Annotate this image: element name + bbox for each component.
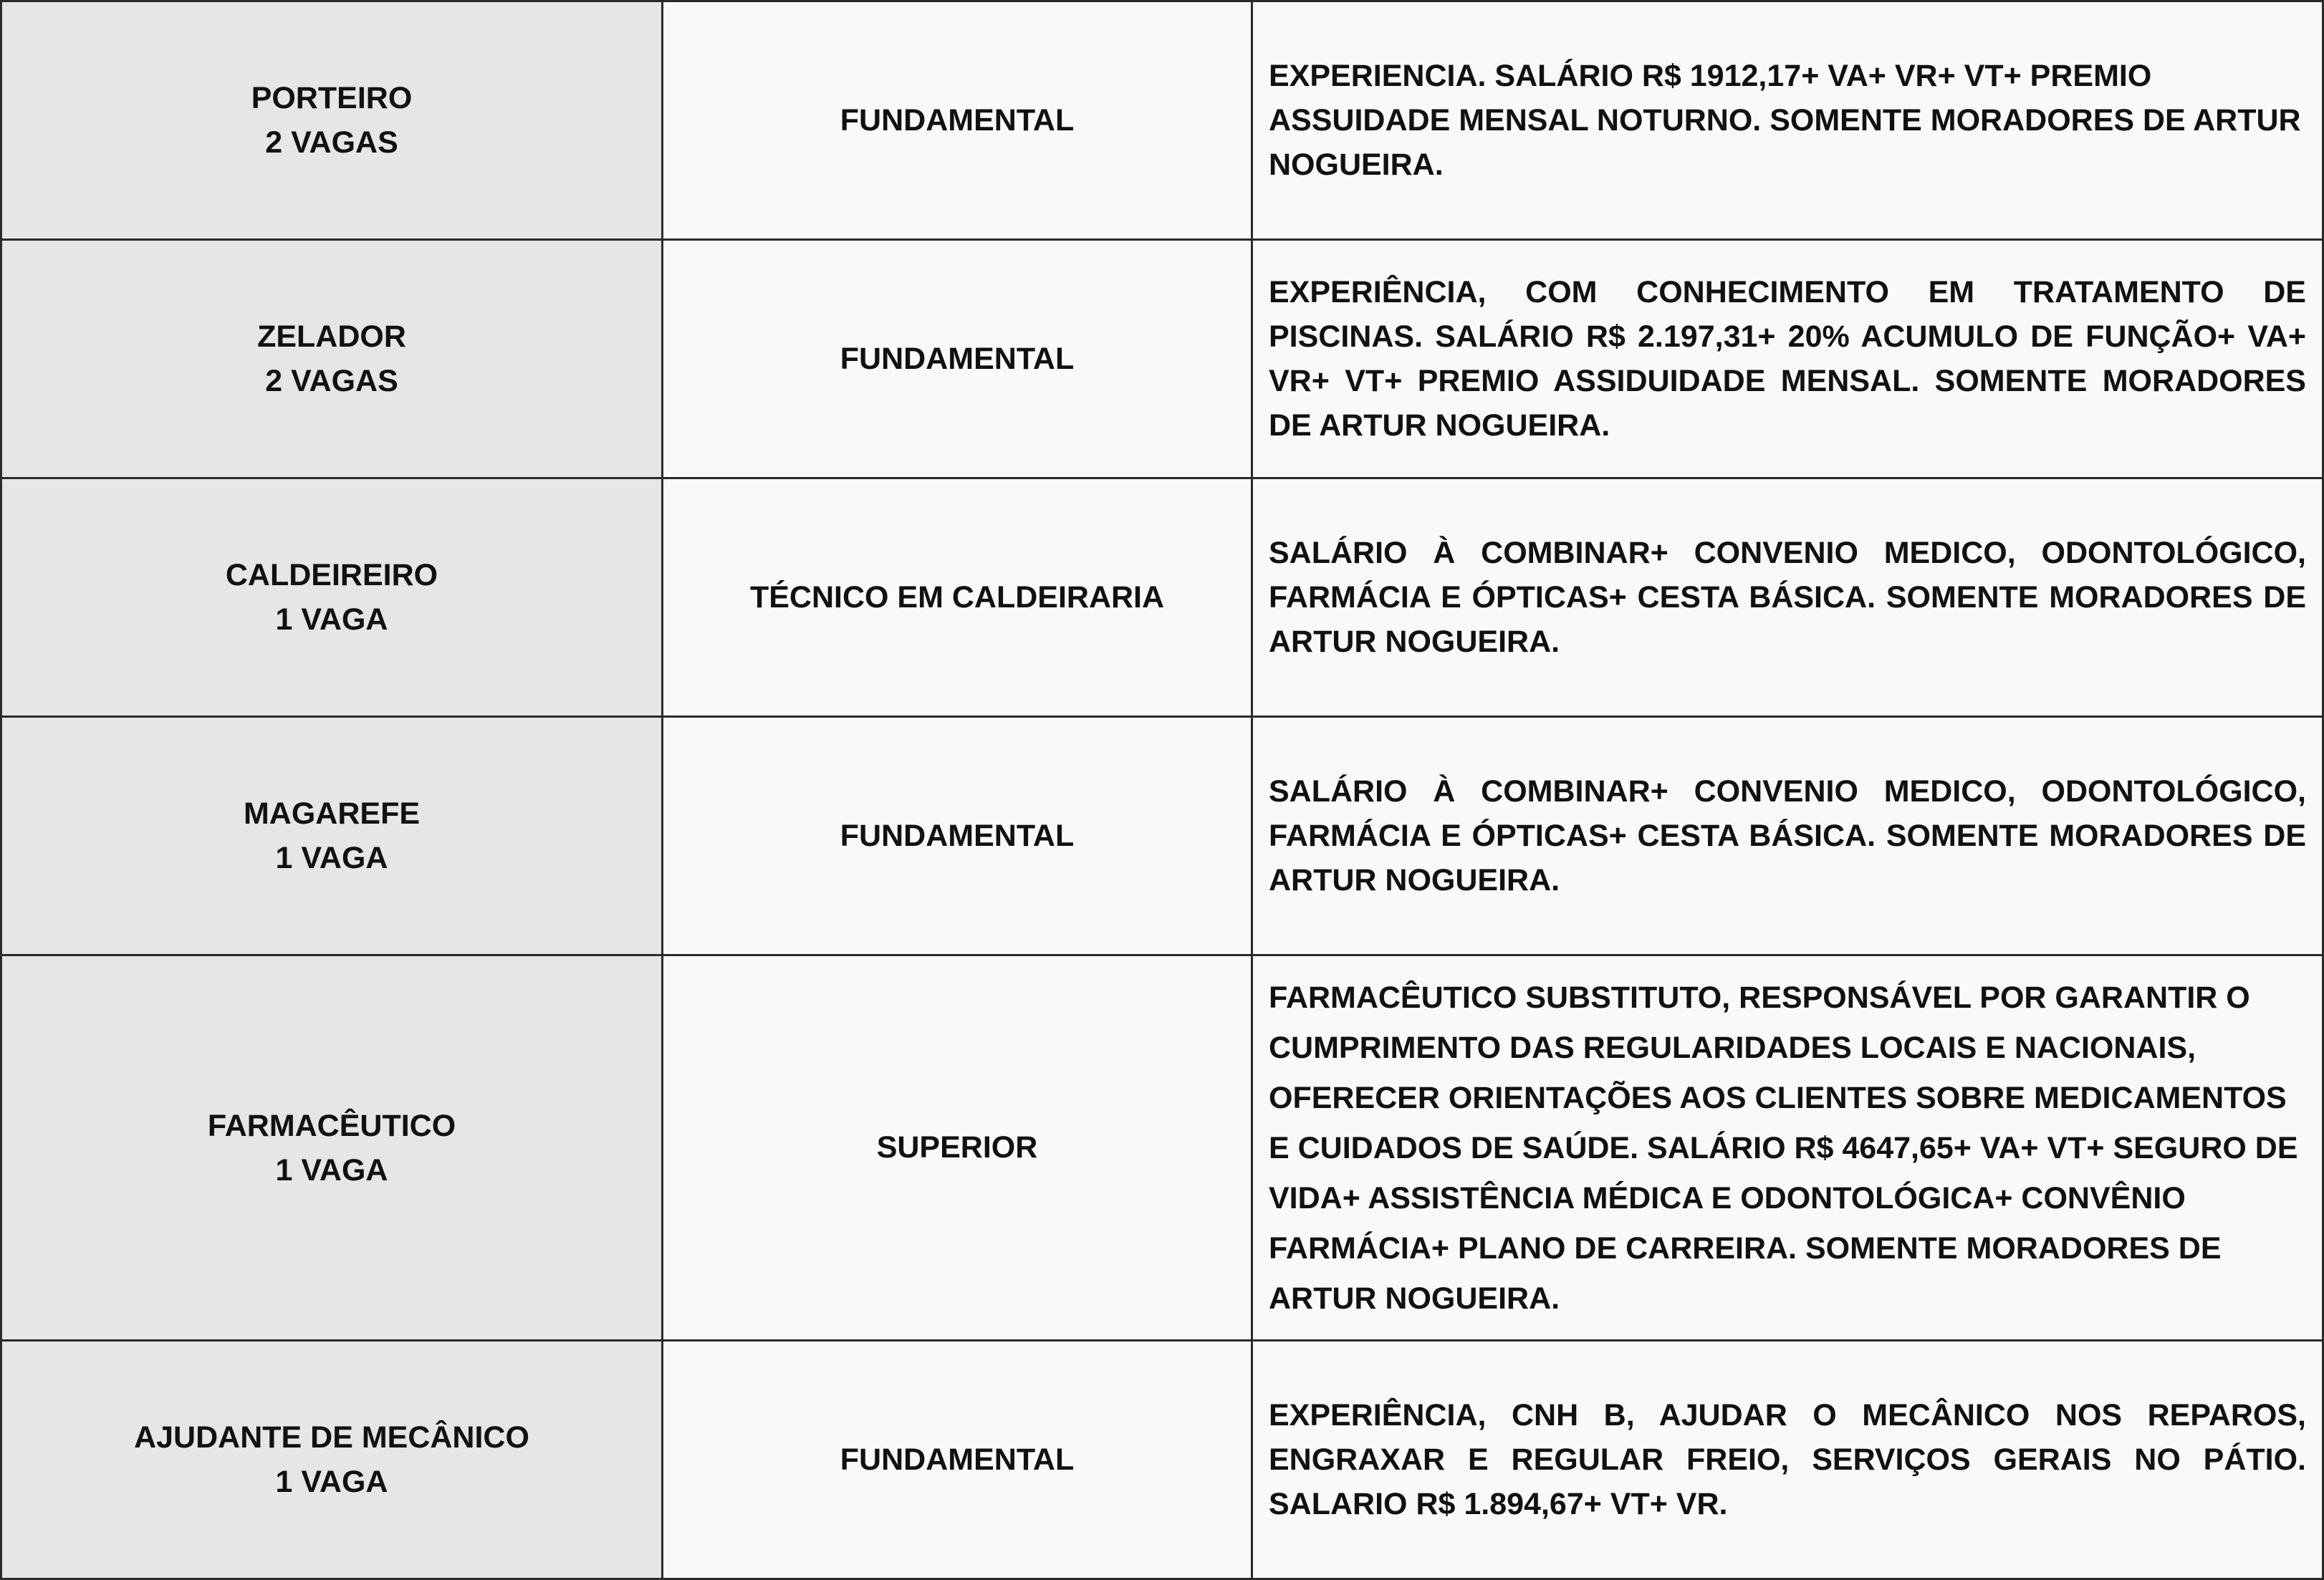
education-level: FUNDAMENTAL <box>663 1341 1252 1579</box>
vacancy-count: 1 VAGA <box>275 1465 388 1499</box>
job-description: EXPERIÊNCIA, CNH B, AJUDAR O MECÂNICO NOS REPAROS, ENGRAXAR E REGULAR FREIO, SERVIÇOS GERAIS NO PÁTIO. SALARIO R$ 1.894,67+ VT+ VR. <box>1252 1341 2323 1579</box>
job-title: FARMACÊUTICO <box>207 1108 456 1143</box>
job-description: FARMACÊUTICO SUBSTITUTO, RESPONSÁVEL POR GARANTIR O CUMPRIMENTO DAS REGULARIDADES LOCAIS E NACIONAIS, OFERECER ORIENTAÇÕES AOS CLIENTES SOBRE MEDICAMENTOS E CUIDADOS DE SAÚDE. SALÁRIO R$ 4647,65+ VA+ VT+ SEGURO DE VIDA+ ASSISTÊNCIA MÉDICA E ODONTOLÓGICA+ CONVÊNIO FARMÁCIA+ PLANO DE CARREIRA. SOMENTE MORADORES DE ARTUR NOGUEIRA. <box>1252 955 2323 1341</box>
job-title-cell <box>1 955 663 1341</box>
job-description: EXPERIENCIA. SALÁRIO R$ 1912,17+ VA+ VR+ VT+ PREMIO ASSUIDADE MENSAL NOTURNO. SOMENTE MORADORES DE ARTUR NOGUEIRA. <box>1252 1 2323 240</box>
vacancy-count: 1 VAGA <box>275 1152 388 1188</box>
education-level: SUPERIOR <box>663 955 1252 1341</box>
table-row <box>1 478 2323 717</box>
vacancy-count: 2 VAGAS <box>265 125 398 160</box>
job-title: AJUDANTE DE MECÂNICO <box>134 1420 529 1455</box>
education-level: TÉCNICO EM CALDEIRARIA <box>663 478 1252 717</box>
table-row <box>1 240 2323 478</box>
vacancy-count: 1 VAGA <box>275 841 388 875</box>
table-row <box>1 1341 2323 1579</box>
vacancy-count: 2 VAGAS <box>265 364 398 398</box>
vacancy-count: 1 VAGA <box>275 602 388 637</box>
job-title: CALDEIREIRO <box>225 558 438 592</box>
job-title: ZELADOR <box>257 319 406 354</box>
job-title: PORTEIRO <box>251 81 413 115</box>
job-description: EXPERIÊNCIA, COM CONHECIMENTO EM TRATAMENTO DE PISCINAS. SALÁRIO R$ 2.197,31+ 20% ACUMULO DE FUNÇÃO+ VA+ VR+ VT+ PREMIO ASSIDUIDADE MENSAL. SOMENTE MORADORES DE ARTUR NOGUEIRA. <box>1252 240 2323 478</box>
job-description: SALÁRIO À COMBINAR+ CONVENIO MEDICO, ODONTOLÓGICO, FARMÁCIA E ÓPTICAS+ CESTA BÁSICA. SOMENTE MORADORES DE ARTUR NOGUEIRA. <box>1252 478 2323 717</box>
job-title: MAGAREFE <box>243 796 421 831</box>
table-row <box>1 717 2323 955</box>
education-level: FUNDAMENTAL <box>663 240 1252 478</box>
job-title-cell <box>1 478 663 717</box>
table-row <box>1 955 2323 1341</box>
job-description: SALÁRIO À COMBINAR+ CONVENIO MEDICO, ODONTOLÓGICO, FARMÁCIA E ÓPTICAS+ CESTA BÁSICA. SOMENTE MORADORES DE ARTUR NOGUEIRA. <box>1252 717 2323 955</box>
table-row <box>1 1 2323 240</box>
job-title-cell <box>1 240 663 478</box>
job-title-cell <box>1 1 663 240</box>
education-level: FUNDAMENTAL <box>663 717 1252 955</box>
job-title-cell <box>1 1341 663 1579</box>
education-level: FUNDAMENTAL <box>663 1 1252 240</box>
job-title-cell <box>1 717 663 955</box>
